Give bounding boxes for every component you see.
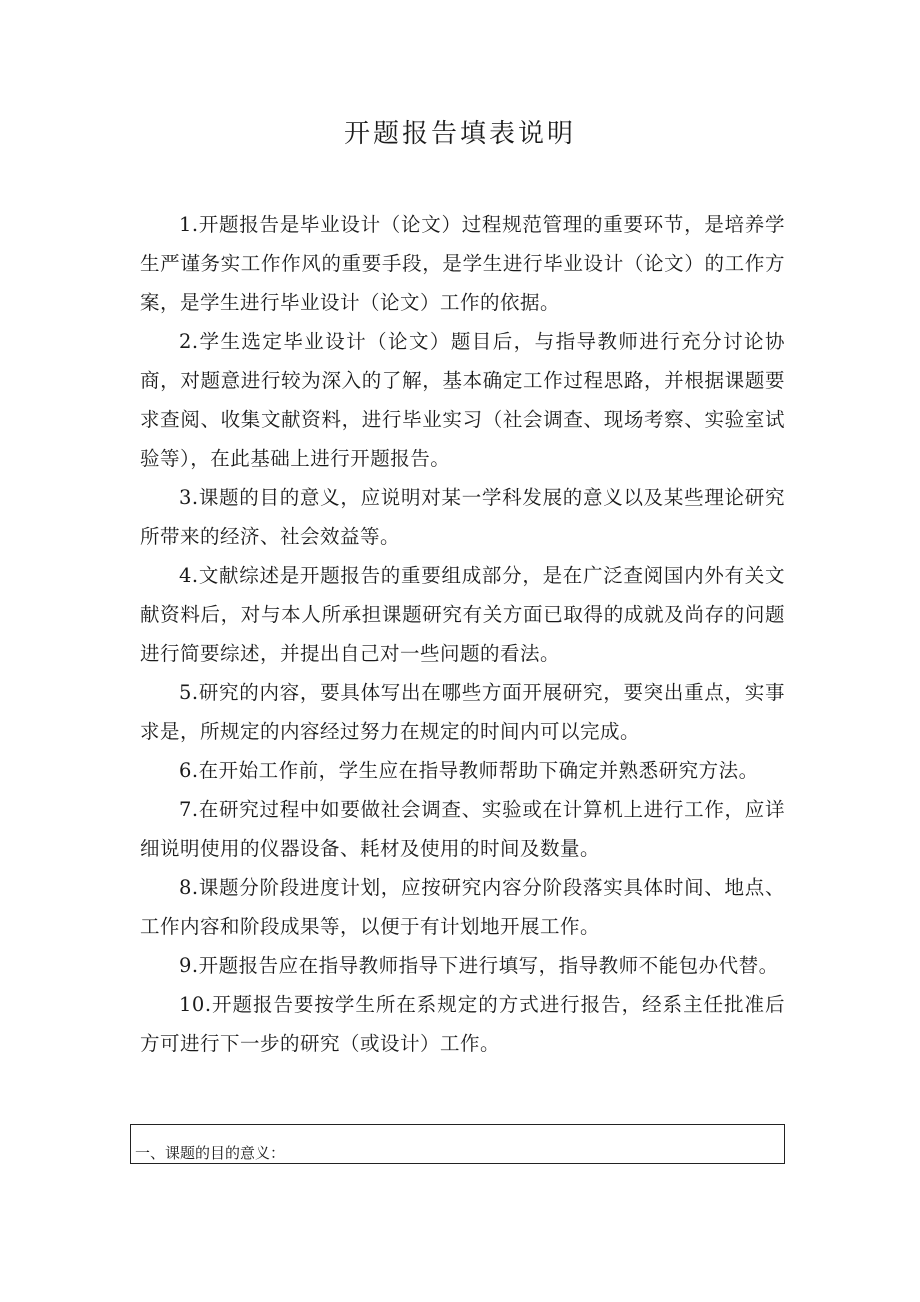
instruction-paragraph-3: 3.课题的目的意义，应说明对某一学科发展的意义以及某些理论研究所带来的经济、社会效益等。 — [140, 486, 785, 548]
instruction-paragraph-6: 6.在开始工作前，学生应在指导教师帮助下确定并熟悉研究方法。 — [179, 759, 759, 782]
instruction-paragraph-8: 8.课题分阶段进度计划，应按研究内容分阶段落实具体时间、地点、工作内容和阶段成果等，以便于有计划地开展工作。 — [140, 876, 785, 938]
instruction-paragraph-4: 4.文献综述是开题报告的重要组成部分，是在广泛查阅国内外有关文献资料后，对与本人所承担课题研究有关方面已取得的成就及尚存的问题进行简要综述，并提出自己对一些问题的看法。 — [140, 564, 785, 665]
instruction-paragraph-7: 7.在研究过程中如要做社会调查、实验或在计算机上进行工作，应详细说明使用的仪器设备、耗材及使用的时间及数量。 — [140, 798, 785, 860]
instruction-paragraph-10: 10.开题报告要按学生所在系规定的方式进行报告，经系主任批准后方可进行下一步的研究（或设计）工作。 — [140, 993, 785, 1055]
instruction-paragraph-5: 5.研究的内容，要具体写出在哪些方面开展研究，要突出重点，实事求是，所规定的内容经过努力在规定的时间内可以完成。 — [140, 681, 785, 743]
instruction-paragraph-9: 9.开题报告应在指导教师指导下进行填写，指导教师不能包办代替。 — [179, 954, 779, 977]
instruction-paragraph-2: 2.学生选定毕业设计（论文）题目后，与指导教师进行充分讨论协商，对题意进行较为深入的了解，基本确定工作过程思路，并根据课题要求查阅、收集文献资料，进行毕业实习（社会调查、现场考察、实验室试验等），在此基础上进行开题报告。 — [140, 330, 785, 470]
report-table — [130, 1124, 785, 1164]
page-title: 开题报告填表说明 — [343, 119, 576, 149]
instructions-body — [140, 205, 785, 1063]
table-row-label: 一、课题的目的意义： — [135, 1144, 286, 1162]
instruction-paragraph-1: 1.开题报告是毕业设计（论文）过程规范管理的重要环节，是培养学生严谨务实工作作风的重要手段，是学生进行毕业设计（论文）的工作方案，是学生进行毕业设计（论文）工作的依据。 — [140, 213, 785, 314]
